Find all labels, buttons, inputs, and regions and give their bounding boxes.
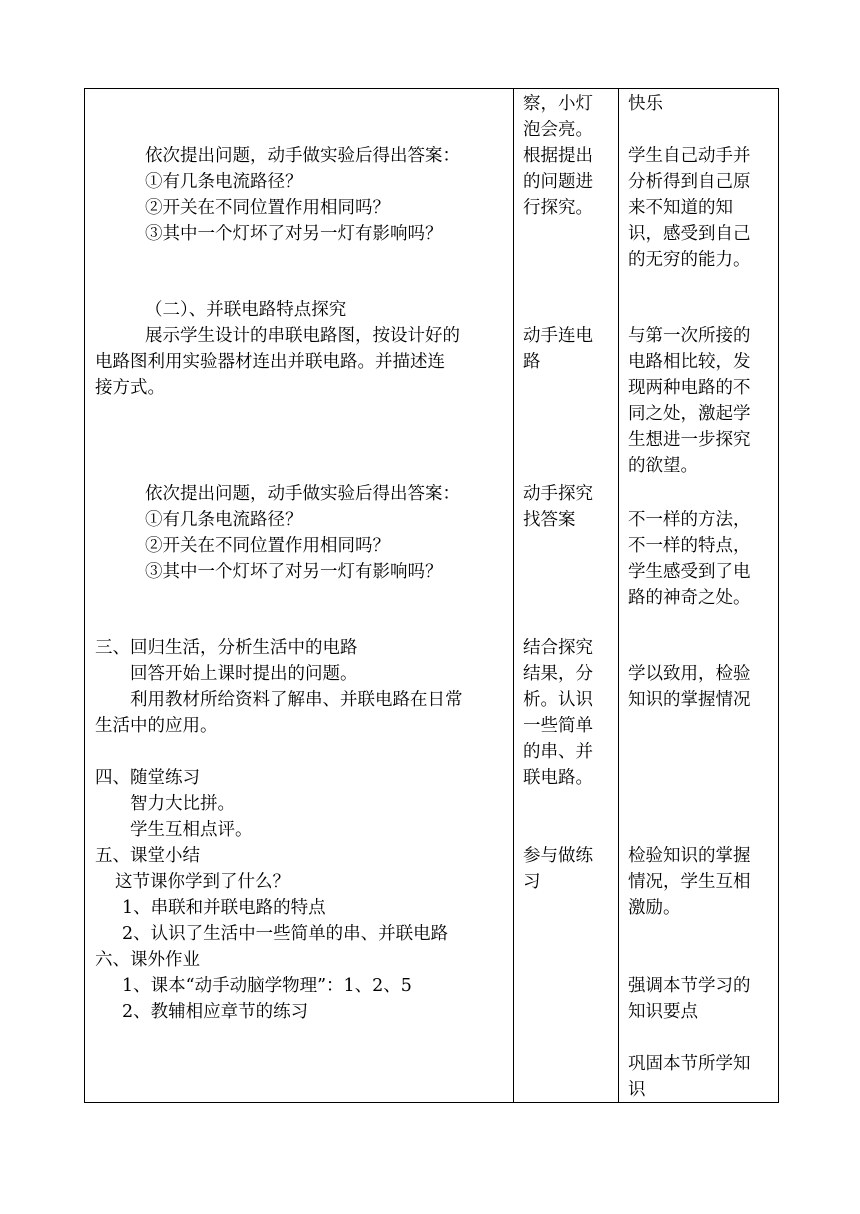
text-line: 识，感受到自己: [628, 224, 751, 244]
column-divider-1: [513, 88, 514, 1103]
text-line: ②开关在不同位置作用相同吗？: [145, 536, 390, 556]
text-line: 生活中的应用。: [95, 716, 218, 736]
text-line: 结果，分: [523, 664, 593, 684]
text-line: 2、认识了生活中一些简单的串、并联电路: [122, 924, 449, 944]
text-line: 来不知道的知: [628, 198, 733, 218]
text-line: 一些简单: [523, 716, 593, 736]
text-line: 检验知识的掌握: [628, 846, 751, 866]
text-line: 这节课你学到了什么？: [115, 872, 290, 892]
text-line: 知识的掌握情况: [628, 690, 751, 710]
text-line: 1、课本“动手动脑学物理”：1、2、5: [122, 976, 412, 996]
text-line: 电路图利用实验器材连出并联电路。并描述连: [95, 352, 445, 372]
text-line: 动手探究: [523, 484, 593, 504]
section-heading: 三、回归生活，分析生活中的电路: [95, 638, 358, 658]
text-line: 回答开始上课时提出的问题。: [130, 664, 358, 684]
text-line: 情况，学生互相: [628, 872, 751, 892]
text-line: ②开关在不同位置作用相同吗？: [145, 198, 390, 218]
text-line: 电路相比较，发: [628, 352, 751, 372]
text-line: 识: [628, 1080, 646, 1100]
text-line: 的无穷的能力。: [628, 250, 751, 270]
text-line: 知识要点: [628, 1002, 698, 1022]
text-line: 利用教材所给资料了解串、并联电路在日常: [130, 690, 463, 710]
text-line: 强调本节学习的: [628, 976, 751, 996]
text-line: 行探究。: [523, 198, 593, 218]
text-line: 2、教辅相应章节的练习: [122, 1002, 309, 1022]
text-line: 生想进一步探究: [628, 430, 751, 450]
text-line: 接方式。: [95, 378, 165, 398]
text-line: 联电路。: [523, 768, 593, 788]
text-line: 展示学生设计的串联电路图，按设计好的: [145, 326, 460, 346]
text-line: 同之处，激起学: [628, 404, 751, 424]
text-line: 析。认识: [523, 690, 593, 710]
text-line: 与第一次所接的: [628, 326, 751, 346]
text-line: 学生自己动手并: [628, 146, 751, 166]
text-line: 找答案: [523, 510, 576, 530]
text-line: 动手连电: [523, 326, 593, 346]
text-line: ③其中一个灯坏了对另一灯有影响吗？: [145, 562, 443, 582]
text-line: 智力大比拼。: [130, 794, 235, 814]
text-line: ①有几条电流路径？: [145, 510, 303, 530]
text-line: 现两种电路的不: [628, 378, 751, 398]
text-line: 学以致用，检验: [628, 664, 751, 684]
text-line: 巩固本节所学知: [628, 1054, 751, 1074]
text-line: 结合探究: [523, 638, 593, 658]
text-line: 1、串联和并联电路的特点: [122, 898, 326, 918]
text-line: 习: [523, 872, 541, 892]
section-heading: 六、课外作业: [95, 950, 200, 970]
text-line: 不一样的方法，: [628, 510, 751, 530]
text-line: 激励。: [628, 898, 681, 918]
text-line: 依次提出问题，动手做实验后得出答案：: [145, 146, 460, 166]
text-line: 依次提出问题，动手做实验后得出答案：: [145, 484, 460, 504]
text-line: 的串、并: [523, 742, 593, 762]
text-line: 学生感受到了电: [628, 562, 751, 582]
text-line: 不一样的特点，: [628, 536, 751, 556]
text-line: 根据提出: [523, 146, 593, 166]
text-line: 参与做练: [523, 846, 593, 866]
text-line: ①有几条电流路径？: [145, 172, 303, 192]
text-line: ③其中一个灯坏了对另一灯有影响吗？: [145, 224, 443, 244]
text-line: 分析得到自己原: [628, 172, 751, 192]
text-line: 路: [523, 352, 541, 372]
text-line: 学生互相点评。: [130, 820, 253, 840]
section-heading: 五、课堂小结: [95, 846, 200, 866]
text-line: 快乐: [628, 94, 663, 114]
text-line: 泡会亮。: [523, 120, 593, 140]
text-line: 的欲望。: [628, 456, 698, 476]
text-line: 路的神奇之处。: [628, 588, 751, 608]
section-heading: （二）、并联电路特点探究: [145, 300, 347, 320]
text-line: 的问题进: [523, 172, 593, 192]
column-divider-2: [618, 88, 619, 1103]
section-heading: 四、随堂练习: [95, 768, 200, 788]
text-line: 察，小灯: [523, 94, 593, 114]
